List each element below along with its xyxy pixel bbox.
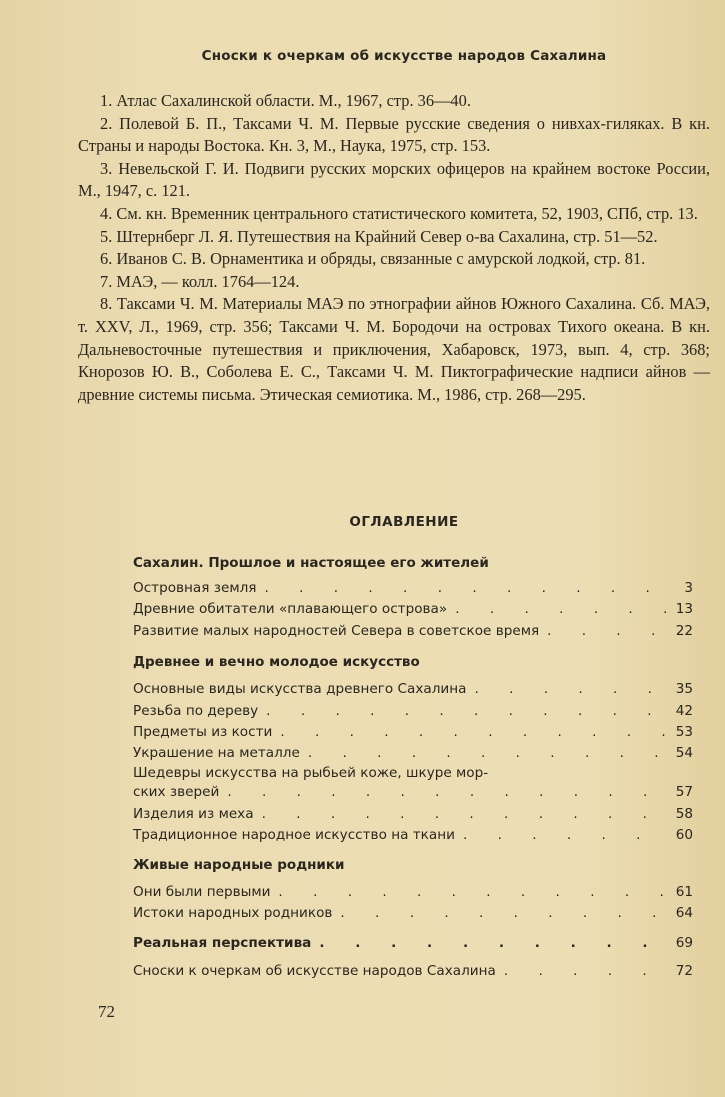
toc-entry[interactable] [133,681,693,697]
toc-entry-page: 53 [675,724,693,740]
footnote: 6. Иванов С. В. Орнаментика и обряды, связанные с амурской лодкой, стр. 81. [100,249,646,269]
toc-entry[interactable] [133,745,693,761]
toc-entry[interactable] [133,601,693,617]
toc-entry-label: Островная земля [133,580,257,596]
toc-entry-label: ских зверей [133,784,220,800]
toc-entry[interactable] [133,884,693,900]
footnote: 3. Невельской Г. И. Подвиги русских морских офицеров на крайнем востоке России, М., 1947, с. 121. [78,158,710,201]
notes-heading: Сноски к очеркам об искусстве народов Сахалина [201,48,607,64]
toc-entry-label: Древние обитатели «плавающего острова» [133,601,448,617]
toc-entry-page: 35 [675,681,693,697]
toc-entry-page: 3 [684,580,693,596]
toc-entry-page: 13 [675,601,693,617]
toc-entry-label: Сноски к очеркам об искусстве народов Сахалина [133,963,496,979]
toc-entry-label: Истоки народных родников [133,905,333,921]
toc-entry[interactable] [133,623,693,639]
toc-entry[interactable] [133,806,693,822]
toc-entry-label: Предметы из кости [133,724,273,740]
toc-entry-label: Традиционное народное искусство на ткани [133,827,455,843]
toc-entry-label: Украшение на металле [133,745,300,761]
toc-entry-page: 72 [675,963,693,979]
toc-entry[interactable] [133,827,693,843]
footnote: 8. Таксами Ч. М. Материалы МАЭ по этнографии айнов Южного Сахалина. Сб. МАЭ, т. XXV, Л., 1969, стр. 356; Таксами Ч. М. Бородочи на островах Тихого океана. В кн. Дальневосточные путешествия и приключения, Хабаровск, 1973, вып. 4, стр. 368; Кнорозов Ю. В., Соболева Е. С., Таксами Ч. М. Пиктографические надписи айнов — древние системы письма. Этическая семиотика. М., 1986, стр. 268—295. [78,294,710,404]
footnotes-list [78,90,710,406]
toc-entry-page: 54 [675,745,693,761]
toc-entry-label: Они были первыми [133,884,271,900]
footnote: 1. Атлас Сахалинской области. М., 1967, стр. 36—40. [100,91,471,110]
footnote: 4. См. кн. Временник центрального статистического комитета, 52, 1903, СПб, стр. 13. [100,203,698,223]
toc-entry-page: 42 [675,703,693,719]
toc-entry[interactable] [133,784,693,800]
toc-entry-label: Резьба по дереву [133,703,259,719]
toc-entry-label: Основные виды искусства древнего Сахалина [133,681,467,697]
toc-entry-page: 64 [675,905,693,921]
page-number: 72 [98,1002,115,1021]
footnote: 7. МАЭ, — колл. 1764—124. [100,271,300,291]
toc-entry-label: Развитие малых народностей Севера в советское время [133,623,540,639]
toc-entry-page: 69 [675,935,693,951]
footnote: 5. Штернберг Л. Я. Путешествия на Крайний Север о-ва Сахалина, стр. 51—52. [100,226,658,246]
toc-entry[interactable] [133,905,693,921]
toc-entry-label[interactable]: Шедевры искусства на рыбьей коже, шкуре мор- [133,765,489,781]
toc-entry-label: Изделия из меха [133,806,254,822]
toc-entry-page: 22 [675,623,693,639]
toc-section-title: Реальная перспектива [133,935,312,951]
toc-entry[interactable] [133,580,693,596]
toc-entry-page: 58 [675,806,693,822]
toc-heading: ОГЛАВЛЕНИЕ [349,514,459,530]
toc-entry[interactable] [133,703,693,719]
toc-section-title: Живые народные родники [133,857,345,873]
toc-entry-page: 60 [675,827,693,843]
toc-section-title: Древнее и вечно молодое искусство [133,654,420,670]
toc-entry-page: 57 [675,784,693,800]
toc-section-entry[interactable] [133,935,693,951]
footnote: 2. Полевой Б. П., Таксами Ч. М. Первые русские сведения о нивхах-гиляках. В кн. Страны и народы Востока. Кн. 3, М., Наука, 1975, стр. 153. [78,113,710,156]
toc-entry-page: 61 [675,884,693,900]
toc-entry[interactable] [133,724,693,740]
toc-entry[interactable] [133,963,693,979]
toc-section-title: Сахалин. Прошлое и настоящее его жителей [133,555,489,571]
